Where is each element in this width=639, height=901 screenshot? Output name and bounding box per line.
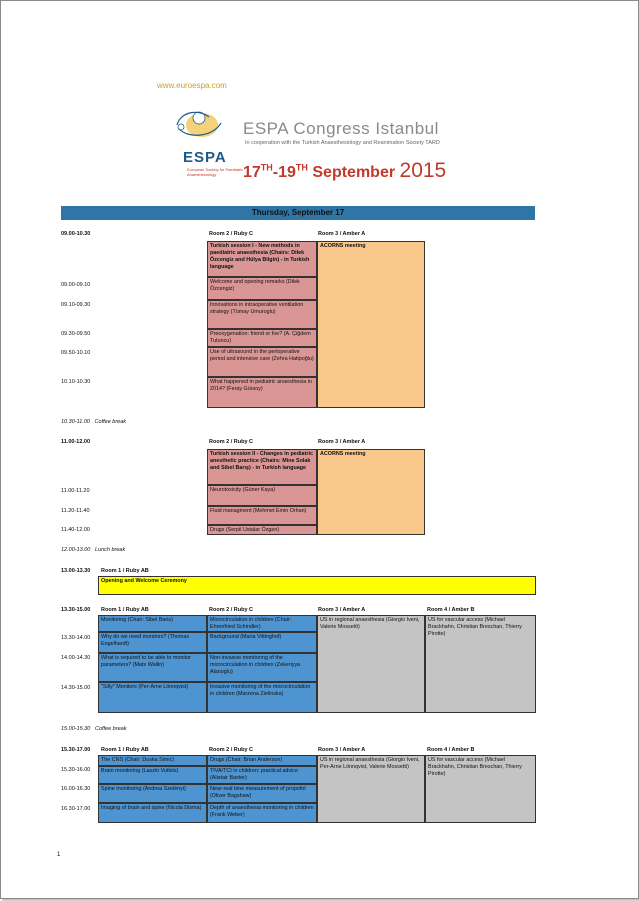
espa-logo-text: ESPA <box>183 149 227 166</box>
block2-acorns-meeting: ACORNS meeting <box>317 449 425 535</box>
page-number: 1 <box>57 852 61 858</box>
block3-time: 13.00-13.30 <box>61 568 91 574</box>
block4-session-ab: Monitoring (Chair: Sibel Baris) <box>98 615 207 632</box>
block1-talk2: Innovations in intraoperative ventilation strategy (Tümay Umuroglu) <box>207 300 317 329</box>
block1-time: 09.00-10.30 <box>61 231 91 237</box>
block4-room-c: Room 2 / Ruby C <box>209 607 254 613</box>
block3-room: Room 1 / Ruby AB <box>101 568 149 574</box>
block1-talk3: Preoxygenation: friend or foe? (A. Çiğdem Tutuncu) <box>207 329 317 347</box>
block2-talk1-time: 11.00-11.20 <box>61 488 90 494</box>
block1-talk4-time: 09.50-10.10 <box>61 350 91 356</box>
break3: 15.00-15.30 Coffee break <box>61 726 127 732</box>
block2-talk3-time: 11.40-12.00 <box>61 527 90 533</box>
block4-talk2-ab: What is required to be able to monitor parameters? (Mats Wallin) <box>98 653 207 682</box>
block1-talk1: Welcome and opening remarks (Dilek Özcengiz) <box>207 277 317 300</box>
espa-logo-icon <box>169 105 239 151</box>
block1-talk4: Use of ultrasound in the perioperative period and intensive care (Zehra Hatipoğlu) <box>207 347 317 377</box>
block5-room-ab: Room 1 / Ruby AB <box>101 747 149 753</box>
website-url[interactable]: www.euroespa.com <box>157 81 227 90</box>
block5-session-ab: The CNS (Chair: Duska Simic) <box>98 755 207 766</box>
cooperation-line: In cooperation with the Turkish Anaesthesiology and Reanimation Society TARD <box>245 140 440 146</box>
block5-session-a: US in regional anaesthesia (Giorgio Iveni, Per-Arne Lönnqvist, Valerie Mossetti) <box>317 755 425 823</box>
day-title: Thursday, September 17 <box>251 208 345 217</box>
block4-room-ab: Room 1 / Ruby AB <box>101 607 149 613</box>
block4-talk2-c: Non-invasive monitoring of the microcirculation in children (Zekeriyya Alanoglu) <box>207 653 317 682</box>
block4-session-a: US in regional anaesthesia (Giorgio Iveni, Valerie Mossetti) <box>317 615 425 713</box>
block4-talk1-time: 13.30-14.00 <box>61 635 91 641</box>
block4-talk3-c: Invasive monitoring of the microcirculation in children (Marzena Zielinska) <box>207 682 317 713</box>
block5-room-a: Room 3 / Amber A <box>318 747 366 753</box>
block2-talk2-time: 11.20-11.40 <box>61 508 90 514</box>
block1-talk5: What happened in pediatric anaesthesia in 2014? (Feray Gürsoy) <box>207 377 317 408</box>
block5-talk2-c: Near-real time measurement of propofol (Oliver Bagshaw) <box>207 784 317 803</box>
block2-time: 11.00-12.00 <box>61 439 91 445</box>
block4-talk2-time: 14.00-14.30 <box>61 655 91 661</box>
congress-dates: 17TH-19TH September 2015 <box>243 159 447 182</box>
block1-talk2-time: 09.10-09.30 <box>61 302 91 308</box>
block4-room-b: Room 4 / Amber B <box>427 607 475 613</box>
block2-room-c: Room 2 / Ruby C <box>209 439 254 445</box>
block2-room-a: Room 3 / Amber A <box>318 439 366 445</box>
block5-talk2-ab: Spine monitoring (Andrea Szelényi) <box>98 784 207 803</box>
block5-talk1-ab: Brain monitoring (Laszlo Vutkits) <box>98 766 207 784</box>
block1-talk1-time: 09.00-09.10 <box>61 282 91 288</box>
block4-time: 13.30-15.00 <box>61 607 91 613</box>
block1-room-c: Room 2 / Ruby C <box>209 231 254 237</box>
block5-talk1-c: TIVA/TCI in children: practical advice (Alistair Baxter) <box>207 766 317 784</box>
block1-session: Turkish session I - New methods in paediatric anaesthesia (Chairs: Dilek Özcengiz and Hülya Bilgin) - in Turkish language <box>207 241 317 277</box>
block5-session-c: Drugs (Chair: Brian Anderson) <box>207 755 317 766</box>
block2-talk1: Neurotoxicity (Güner Kaya) <box>207 485 317 506</box>
block5-talk3-ab: Imaging of brain and spine (Nicola Disma) <box>98 803 207 823</box>
block2-talk2: Fluid managment (Mehmet Emin Orhan) <box>207 506 317 525</box>
congress-title: ESPA Congress Istanbul <box>243 119 439 138</box>
block4-talk3-time: 14.30-15.00 <box>61 685 91 691</box>
opening-ceremony: Opening and Welcome Ceremony <box>98 576 536 595</box>
block4-session-c: Microcirculation in children (Chair: Ehrenfried Schindler) <box>207 615 317 632</box>
block4-talk1-ab: Why do we need monitors? (Thomas Engelhardt) <box>98 632 207 653</box>
block4-talk1-c: Background (Maria Vittinghof) <box>207 632 317 653</box>
block5-time: 15.30-17.00 <box>61 747 91 753</box>
block2-talk3: Drugs (Serpil Ustalar Özgen) <box>207 525 317 535</box>
block5-talk3-c: Depth of anaesthesia monitoring in children (Frank Weber) <box>207 803 317 823</box>
block5-talk1-time: 15.30-16.00 <box>61 767 91 773</box>
break2: 12.00-13.00 Lunch break <box>61 547 126 553</box>
block5-room-b: Room 4 / Amber B <box>427 747 475 753</box>
block4-session-b: US for vascular access (Michael Brackhahn, Christian Breschan, Thierry Pirotte) <box>425 615 536 713</box>
block5-room-c: Room 2 / Ruby C <box>209 747 254 753</box>
block1-talk5-time: 10.10-10.30 <box>61 379 91 385</box>
block5-talk3-time: 16.30-17.00 <box>61 806 91 812</box>
block1-talk3-time: 09.30-09.50 <box>61 331 91 337</box>
block1-acorns-meeting: ACORNS meeting <box>317 241 425 408</box>
espa-logo-subtext: European Society for Paediatric Anaesthesiology <box>187 167 244 177</box>
block4-room-a: Room 3 / Amber A <box>318 607 366 613</box>
block2-session: Turkish session II - Changes in pediatric anesthetic practice (Chairs: Mine Solak and Sibel Barış) - in Turkish language <box>207 449 317 485</box>
break1: 10.30-11.00 Coffee break <box>61 419 127 425</box>
block4-talk3-ab: "Silly" Monitors (Per-Arne Lönnqvist) <box>98 682 207 713</box>
block5-session-b: US for vascular access (Michael Brackhahn, Christian Breschan, Thierry Pirotte) <box>425 755 536 823</box>
block1-room-a: Room 3 / Amber A <box>318 231 366 237</box>
block5-talk2-time: 16.00-16.30 <box>61 786 91 792</box>
